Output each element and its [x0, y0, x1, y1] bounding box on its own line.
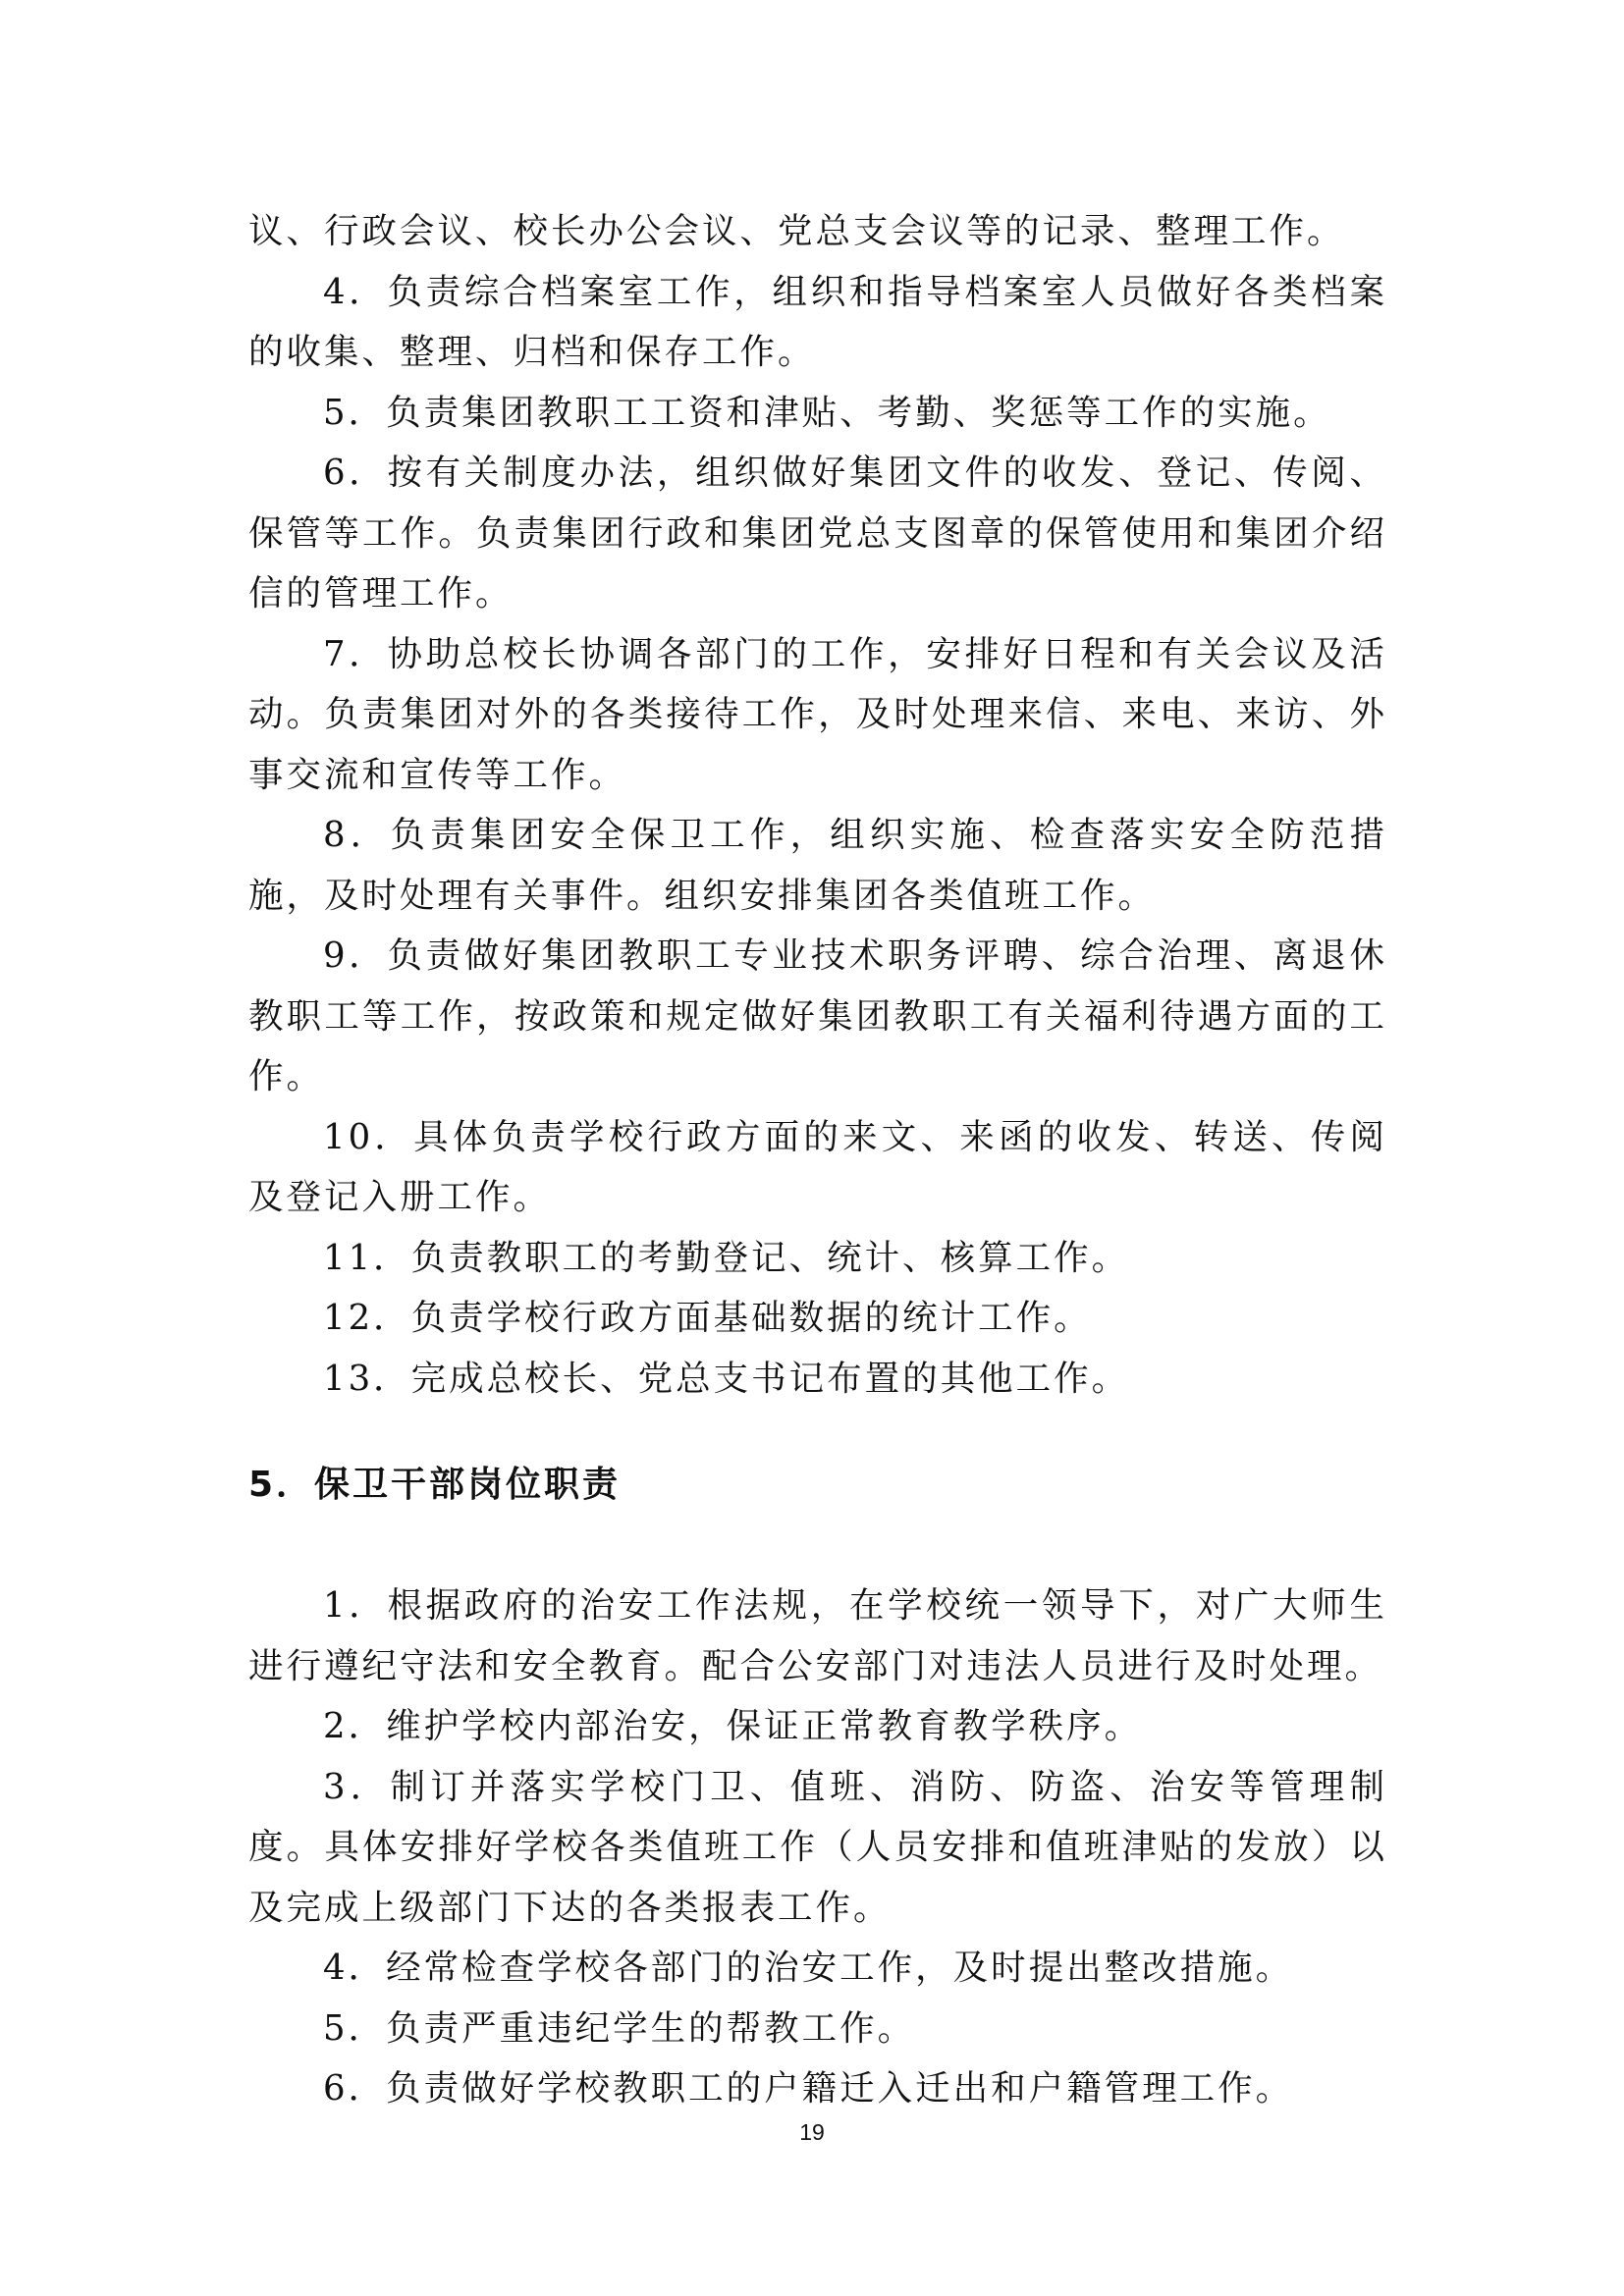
duty-item-7: 7．协助总校长协调各部门的工作，安排好日程和有关会议及活动。负责集团对外的各类接待工作，及时处理来信、来电、来访、外事交流和宣传等工作。: [248, 633, 1387, 795]
duty-item-6: 6．按有关制度办法，组织做好集团文件的收发、登记、传阅、保管等工作。负责集团行政和集团党总支图章的保管使用和集团介绍信的管理工作。: [248, 453, 1387, 614]
duty-item-4: 4．负责综合档案室工作，组织和指导档案室人员做好各类档案的收集、整理、归档和保存工作。: [248, 271, 1387, 372]
duty-item-8: 8．负责集团安全保卫工作，组织实施、检查落实安全防范措施，及时处理有关事件。组织安排集团各类值班工作。: [248, 815, 1387, 916]
security-duty-item-5: 5．负责严重违纪学生的帮教工作。: [323, 2007, 916, 2049]
document-body: [248, 201, 1387, 2119]
duty-item-9: 9．负责做好集团教职工专业技术职务评聘、综合治理、离退休教职工等工作，按政策和规定做好集团教职工有关福利待遇方面的工作。: [248, 935, 1387, 1096]
duty-item-11: 11．负责教职工的考勤登记、统计、核算工作。: [323, 1237, 1130, 1278]
page-number: 19: [799, 2119, 825, 2145]
security-duty-item-4: 4．经常检查学校各部门的治安工作，及时提出整改措施。: [323, 1948, 1294, 1988]
security-duty-item-6: 6．负责做好学校教职工的户籍迁入迁出和户籍管理工作。: [323, 2068, 1294, 2109]
duty-item-10: 10．具体负责学校行政方面的来文、来函的收发、转送、传阅及登记入册工作。: [248, 1116, 1387, 1217]
continued-paragraph: 议、行政会议、校长办公会议、党总支会议等的记录、整理工作。: [248, 211, 1345, 251]
duty-item-12: 12．负责学校行政方面基础数据的统计工作。: [323, 1298, 1092, 1338]
duty-item-13: 13．完成总校长、党总支书记布置的其他工作。: [323, 1358, 1130, 1399]
section-heading: 5．保卫干部岗位职责: [248, 1465, 622, 1505]
security-duty-item-2: 2．维护学校内部治安，保证正常教育教学秩序。: [323, 1706, 1143, 1746]
security-duty-item-3: 3．制订并落实学校门卫、值班、消防、防盗、治安等管理制度。具体安排好学校各类值班工作（人员安排和值班津贴的发放）以及完成上级部门下达的各类报表工作。: [248, 1766, 1387, 1928]
security-duty-item-1: 1．根据政府的治安工作法规，在学校统一领导下，对广大师生进行遵纪守法和安全教育。配合公安部门对违法人员进行及时处理。: [248, 1585, 1387, 1686]
duty-item-5: 5．负责集团教职工工资和津贴、考勤、奖惩等工作的实施。: [323, 392, 1331, 433]
